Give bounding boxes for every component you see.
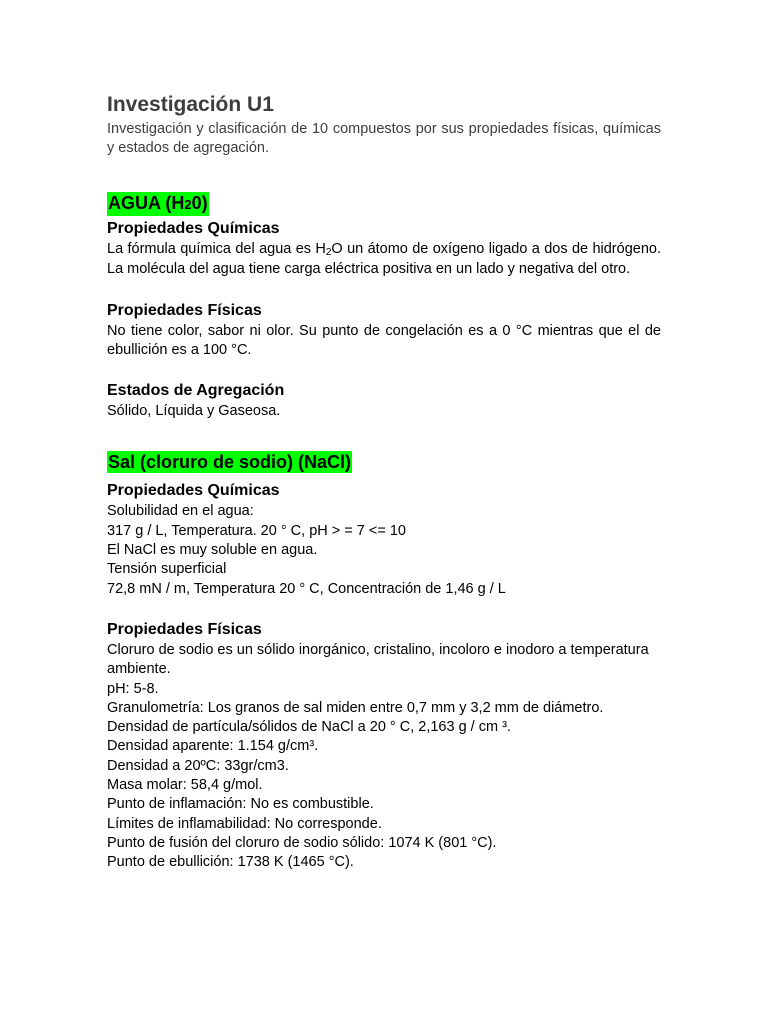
sal-fisicas-line: Densidad aparente: 1.154 g/cm³. <box>107 738 319 755</box>
agua-fisicas-title: Propiedades Físicas <box>107 301 262 319</box>
sal-fisicas-line: pH: 5-8. <box>107 680 159 697</box>
agua-quimicas-text: La fórmula química del agua es H2O un átomo de oxígeno ligado a dos de hidrógeno. La molécula del agua tiene carga eléctrica positiva en un lado y negativa del otro. <box>107 241 661 278</box>
sal-quimicas-title: Propiedades Químicas <box>107 482 280 500</box>
agua-section <box>107 192 661 421</box>
sal-fisicas-line: Punto de fusión del cloruro de sodio sólido: 1074 K (801 °C). <box>107 834 497 851</box>
agua-estados-title: Estados de Agregación <box>107 382 285 400</box>
sal-quimicas-line: El NaCl es muy soluble en agua. <box>107 542 318 559</box>
sal-quimicas-line: Solubilidad en el agua: <box>107 503 254 520</box>
sal-fisicas-line: Densidad a 20ºC: 33gr/cm3. <box>107 757 289 774</box>
sal-quimicas-line: 317 g / L, Temperatura. 20 ° C, pH > = 7 <= 10 <box>107 522 406 539</box>
sal-fisicas-title: Propiedades Físicas <box>107 620 262 638</box>
agua-estados-text: Sólido, Líquida y Gaseosa. <box>107 403 281 420</box>
intro-paragraph: Investigación y clasificación de 10 compuestos por sus propiedades físicas, químicas y estados de agregación. <box>107 121 661 156</box>
agua-quimicas-title: Propiedades Químicas <box>107 220 280 237</box>
sal-quimicas-list <box>107 502 661 598</box>
sal-fisicas-line: Densidad de partícula/sólidos de NaCl a 20 ° C, 2,163 g / cm ³. <box>107 719 511 736</box>
sal-fisicas-list <box>107 680 661 873</box>
agua-fisicas-text: No tiene color, sabor ni olor. Su punto de congelación es a 0 °C mientras que el de ebullición es a 100 °C. <box>107 322 661 358</box>
sal-fisicas-line: Punto de inflamación: No es combustible. <box>107 796 374 813</box>
sal-quimicas-line: Tensión superficial <box>107 561 227 578</box>
agua-heading: AGUA (H20) <box>107 192 209 216</box>
sal-fisicas-line: Punto de ebullición: 1738 K (1465 °C). <box>107 854 354 871</box>
sal-fisicas-line: Límites de inflamabilidad: No corresponde. <box>107 815 382 832</box>
sal-quimicas-line: 72,8 mN / m, Temperatura 20 ° C, Concentración de 1,46 g / L <box>107 580 506 597</box>
sal-section <box>107 451 661 872</box>
document-title: Investigación U1 <box>107 93 274 116</box>
sal-heading: Sal (cloruro de sodio) (NaCl) <box>108 452 352 473</box>
sal-fisicas-first: Cloruro de sodio es un sólido inorgánico, cristalino, incoloro e inodoro a temperatura ambiente. <box>107 641 649 678</box>
sal-fisicas-line: Masa molar: 58,4 g/mol. <box>107 777 263 794</box>
sal-fisicas-line: Granulometría: Los granos de sal miden entre 0,7 mm y 3,2 mm de diámetro. <box>107 699 604 716</box>
